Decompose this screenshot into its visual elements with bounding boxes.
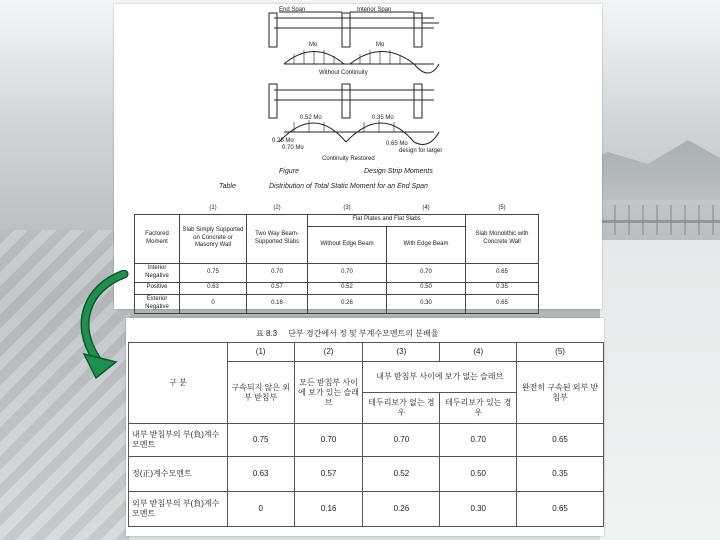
header-col3: Without Edge Beam [308, 226, 387, 263]
m065-label: 0.65 Mo [386, 141, 408, 147]
figure-label: Figure [279, 168, 299, 175]
cell: 0.50 [440, 457, 517, 492]
cell: 0.70 [247, 263, 308, 282]
korean-moment-table [128, 342, 604, 527]
english-moment-table [134, 204, 539, 314]
cell: 0.57 [294, 457, 363, 492]
col-num: (2) [294, 343, 363, 362]
cell: 0.16 [294, 492, 363, 527]
end-span-label: End Span [279, 7, 306, 13]
cell: 0.57 [247, 282, 308, 294]
corner-header: 구 분 [129, 343, 228, 424]
cell: 0.70 [363, 424, 440, 457]
col-num: (3) [363, 343, 440, 362]
m026-label: 0.26 Mo [272, 138, 294, 144]
cell: 0.35 [517, 457, 604, 492]
table-row [135, 263, 539, 282]
table-row [135, 282, 539, 294]
header-col1: Slab Simply Supported on Concrete or Masonry Wall [180, 214, 247, 263]
design-note-label: design for larger [399, 148, 443, 154]
table-title-text: 단부 경간에서 정 및 부계수모멘트의 분배율 [288, 329, 439, 338]
col-num: (5) [498, 205, 506, 211]
row-label: 정(正)계수모멘트 [129, 457, 228, 492]
header-col2: Two Way Beam-Supported Slabs [247, 214, 308, 263]
background-road [600, 240, 720, 540]
scanned-page-english [114, 4, 602, 309]
table-row [129, 492, 604, 527]
figure-title: Design Strip Moments [364, 168, 433, 175]
header-col4: With Edge Beam [387, 226, 466, 263]
cell: 0.75 [227, 424, 294, 457]
cell: 0.30 [387, 294, 466, 313]
row-label: Interior Negative [135, 263, 180, 282]
without-continuity-label: Without Continuity [319, 70, 368, 76]
header-col1: 구속되지 않은 외부 받침부 [227, 362, 294, 424]
m052-label: 0.52 Mo [300, 115, 322, 121]
col-num: (5) [517, 343, 604, 362]
header-col3: 테두리보가 없는 경우 [363, 393, 440, 424]
cell: 0.65 [517, 424, 604, 457]
row-label: 내부 받침부의 부(負)계수모멘트 [129, 424, 228, 457]
col-num: (1) [227, 343, 294, 362]
cell: 0.65 [517, 492, 604, 527]
cell: 0.52 [363, 457, 440, 492]
header-group: 내부 받침부 사이에 보가 없는 슬래브 [363, 362, 517, 393]
row-label: Positive [135, 282, 180, 294]
cell: 0.70 [387, 263, 466, 282]
mo-left-label: Mo [309, 42, 318, 48]
cell: 0 [180, 294, 247, 313]
cell: 0.63 [180, 282, 247, 294]
col-num: (1) [209, 205, 217, 211]
cell: 0.26 [308, 294, 387, 313]
m035-label: 0.35 Mo [372, 115, 394, 121]
header-col5: 완전히 구속된 외부 받침부 [517, 362, 604, 424]
cell: 0 [227, 492, 294, 527]
scanned-page-korean [126, 318, 604, 536]
corner-header: Factored Moment [135, 214, 180, 263]
cell: 0.70 [308, 263, 387, 282]
empty-cell [135, 204, 180, 214]
m070-label: 0.70 Mo [282, 145, 304, 151]
col-num: (3) [343, 205, 351, 211]
col-num: (4) [422, 205, 430, 211]
header-col5: Slab Monolithic with Concrete Wall [466, 214, 539, 263]
cell: 0.75 [180, 263, 247, 282]
background-railing-bar [600, 220, 720, 223]
cell: 0.16 [247, 294, 308, 313]
cell: 0.70 [294, 424, 363, 457]
table-label: Table [219, 183, 236, 190]
cell: 0.65 [466, 294, 539, 313]
cell: 0.35 [466, 282, 539, 294]
row-label: 외부 받침부의 부(負)계수모멘트 [129, 492, 228, 527]
cell: 0.70 [440, 424, 517, 457]
interior-span-label: Interior Span [357, 7, 392, 13]
table-row [129, 457, 604, 492]
table-title: Distribution of Total Static Moment for an End Span [269, 183, 428, 190]
header-col4: 테두리보가 있는 경우 [440, 393, 517, 424]
header-flat-group: Flat Plates and Flat Slabs [308, 214, 466, 226]
table-number: 표 8.3 [256, 329, 278, 338]
col-num: (2) [273, 205, 281, 211]
cell: 0.52 [308, 282, 387, 294]
cell: 0.26 [363, 492, 440, 527]
continuity-restored-label: Continuity Restored [322, 156, 375, 162]
korean-table-title [256, 328, 438, 339]
cell: 0.50 [387, 282, 466, 294]
moment-diagram [114, 4, 602, 169]
row-label: Exterior Negative [135, 294, 180, 313]
table-row [135, 294, 539, 313]
cell: 0.63 [227, 457, 294, 492]
col-num: (4) [440, 343, 517, 362]
cell: 0.30 [440, 492, 517, 527]
header-col2: 모든 받침부 사이에 보가 있는 슬래브 [294, 362, 363, 424]
mo-right-label: Mo [376, 42, 385, 48]
cell: 0.65 [466, 263, 539, 282]
table-row [129, 424, 604, 457]
